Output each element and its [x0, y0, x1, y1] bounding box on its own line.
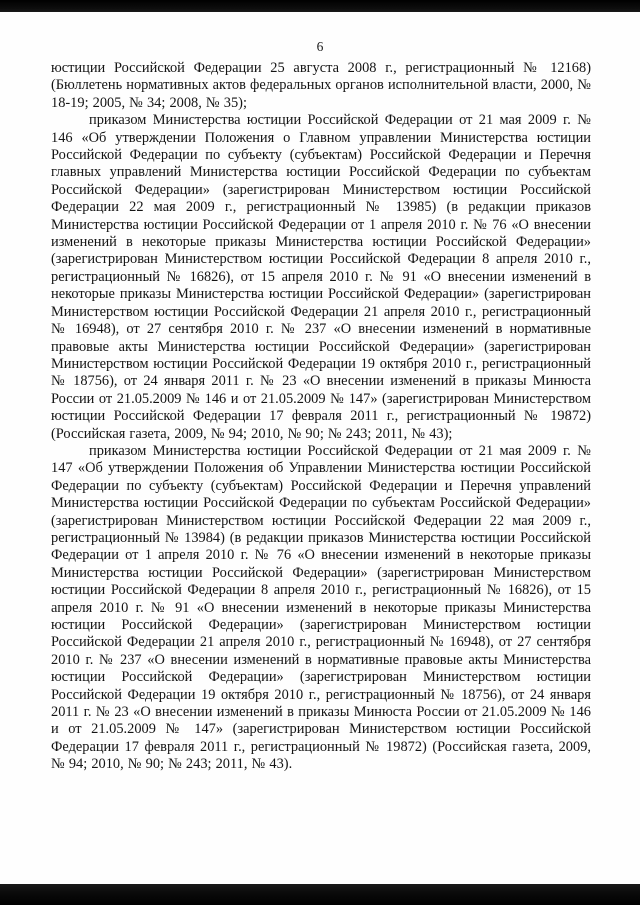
scan-artifact-top-bar [0, 0, 640, 12]
paragraph-order-146: приказом Министерства юстиции Российской Федерации от 21 мая 2009 г. № 146 «Об утверждении Положения о Главном управлении Министерства юстиции Российской Федерации по субъекту (субъектам) Российской Федерации и Перечня главных управлений Министерства юстиции Российской Федерации по субъектам Российской Федерации» (зарегистрирован Министерством юстиции Российской Федерации 22 мая 2009 г., регистрационный № 13985) (в редакции приказов Министерства юстиции Российской Федерации от 1 апреля 2010 г. № 76 «О внесении изменений в некоторые приказы Министерства юстиции Российской Федерации» (зарегистрирован Министерством юстиции Российской Федерации 8 апреля 2010 г., регистрационный № 16826), от 15 апреля 2010 г. № 91 «О внесении изменений в некоторые приказы Министерства юстиции Российской Федерации» (зарегистрирован Министерством юстиции Российской Федерации 21 апреля 2010 г., регистрационный № 16948), от 27 сентября 2010 г. № 237 «О внесении изменений в нормативные правовые акты Министерства юстиции Российской Федерации» (зарегистрирован Министерством юстиции Российской Федерации 19 октября 2010 г., регистрационный № 18756), от 24 января 2011 г. № 23 «О внесении изменений в приказы Минюста России от 21.05.2009 № 146 и от 21.05.2009 № 147» (зарегистрирован Министерством юстиции Российской Федерации 17 февраля 2011 г., регистрационный № 19872) (Российская газета, 2009, № 94; 2010, № 90; № 243; 2011, № 43); [51, 112, 591, 442]
scan-artifact-bottom-bar [0, 884, 640, 905]
paragraph-order-147: приказом Министерства юстиции Российской Федерации от 21 мая 2009 г. № 147 «Об утверждении Положения об Управлении Министерства юстиции Российской Федерации по субъекту (субъектам) Российской Федерации и Перечня управлений Министерства юстиции Российской Федерации по субъектам Российской Федерации» (зарегистрирован Министерством юстиции Российской Федерации 22 мая 2009 г., регистрационный № 13984) (в редакции приказов Министерства юстиции Российской Федерации от 1 апреля 2010 г. № 76 «О внесении изменений в некоторые приказы Министерства юстиции Российской Федерации» (зарегистрирован Министерством юстиции Российской Федерации 8 апреля 2010 г., регистрационный № 16826), от 15 апреля 2010 г. № 91 «О внесении изменений в некоторые приказы Министерства юстиции Российской Федерации» (зарегистрирован Министерством юстиции Российской Федерации 21 апреля 2010 г., регистрационный № 16948), от 27 сентября 2010 г. № 237 «О внесении изменений в нормативные правовые акты Министерства юстиции Российской Федерации» (зарегистрирован Министерством юстиции Российской Федерации 19 октября 2010 г., регистрационный № 18756), от 24 января 2011 г. № 23 «О внесении изменений в приказы Минюста России от 21.05.2009 № 146 и от 21.05.2009 № 147» (зарегистрирован Министерством юстиции Российской Федерации 17 февраля 2011 г., регистрационный № 19872) (Российская газета, 2009, № 94; 2010, № 90; № 243; 2011, № 43). [51, 442, 591, 773]
paragraph-continuation: юстиции Российской Федерации 25 августа 2008 г., регистрационный № 12168) (Бюллетень нормативных актов федеральных органов исполнительной власти, 2000, № 18-19; 2005, № 34; 2008, № 35); [51, 60, 591, 111]
document-text-block [51, 60, 591, 774]
page-number: 6 [316, 39, 324, 54]
